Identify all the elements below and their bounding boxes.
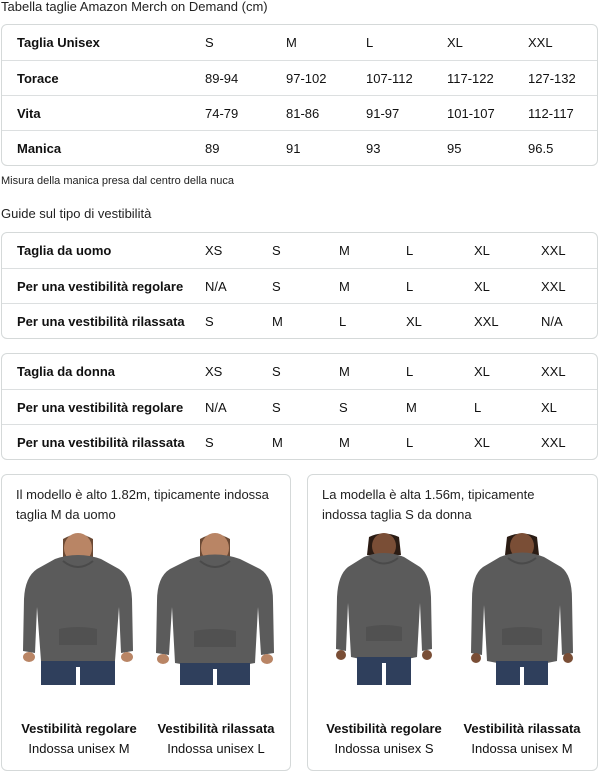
men-fit-table [1, 232, 598, 339]
table-cell: XL [541, 399, 557, 415]
table-cell: XXL [541, 278, 566, 294]
table-cell: L [339, 313, 347, 329]
wears-size-label: Indossa unisex S [334, 741, 434, 756]
female-model-relaxed-fit-image [458, 533, 586, 685]
table-cell: M [406, 399, 417, 415]
table-cell: 91-97 [366, 105, 400, 121]
table-cell: L [366, 35, 374, 50]
table-cell: XL [474, 278, 490, 294]
table-cell: XL [406, 313, 422, 329]
fit-label: Vestibilità rilassata [463, 721, 581, 736]
table-cell: S [272, 364, 281, 379]
table-row [2, 268, 597, 303]
table-cell: S [205, 35, 214, 50]
table-row [2, 354, 597, 389]
row-header: Per una vestibilità regolare [17, 399, 184, 415]
male-model-card [1, 474, 291, 771]
table-cell: 74-79 [205, 105, 239, 121]
table-cell: 91 [286, 140, 301, 156]
table-cell: N/A [541, 313, 563, 329]
table-cell: XS [205, 243, 223, 258]
table-cell: 112-117 [528, 105, 574, 121]
sleeve-note: Misura della manica presa dal centro della nuca [1, 175, 234, 187]
table-cell: XL [474, 243, 490, 258]
table-cell: M [339, 243, 350, 258]
table-row [2, 389, 597, 424]
table-cell: S [205, 313, 214, 329]
male-model-relaxed-fit-image [152, 533, 280, 685]
table-cell: L [406, 278, 414, 294]
table-row [2, 25, 597, 60]
table-cell: 89-94 [205, 70, 239, 86]
table-cell: M [272, 313, 283, 329]
table-cell: S [339, 399, 348, 415]
table-cell: 107-112 [366, 70, 413, 86]
row-header: Per una vestibilità rilassata [17, 313, 185, 329]
table-cell: L [406, 364, 414, 379]
table-cell: 96.5 [528, 140, 554, 156]
row-header: Torace [17, 70, 59, 86]
table-row [2, 95, 597, 130]
table-cell: 95 [447, 140, 462, 156]
row-header: Manica [17, 140, 62, 156]
table-cell: M [286, 35, 297, 50]
table-cell: 89 [205, 140, 220, 156]
row-header: Per una vestibilità rilassata [17, 434, 185, 450]
fit-label: Vestibilità rilassata [157, 721, 275, 736]
row-header: Per una vestibilità regolare [17, 278, 184, 294]
table-row [2, 60, 597, 95]
table-cell: M [339, 364, 350, 379]
row-header: Taglia da donna [17, 364, 115, 379]
model-description: Il modello è alto 1.82m, tipicamente indossa taglia M da uomo [16, 487, 269, 522]
female-model-card [307, 474, 598, 771]
table-cell: XXL [541, 434, 566, 450]
unisex-size-table [1, 24, 598, 166]
table-cell: XL [447, 35, 463, 50]
row-header: Taglia da uomo [17, 243, 112, 258]
table-cell: XXL [528, 35, 553, 50]
table-row [2, 424, 597, 459]
table-cell: M [272, 434, 283, 450]
male-model-regular-fit-image [15, 533, 143, 685]
table-cell: 101-107 [447, 105, 495, 121]
table-cell: 117-122 [447, 70, 494, 86]
table-cell: XL [474, 434, 490, 450]
table-cell: XXL [474, 313, 499, 329]
table-cell: S [272, 243, 281, 258]
table-cell: M [339, 278, 350, 294]
model-description: La modella è alta 1.56m, tipicamente indossa taglia S da donna [322, 487, 535, 522]
wears-size-label: Indossa unisex M [28, 741, 130, 756]
table-row [2, 233, 597, 268]
row-header: Taglia Unisex [17, 35, 100, 50]
table-cell: XS [205, 364, 223, 379]
wears-size-label: Indossa unisex M [471, 741, 573, 756]
table-cell: M [339, 434, 350, 450]
fit-label: Vestibilità regolare [326, 721, 442, 736]
table-cell: L [406, 434, 414, 450]
page-title: Tabella taglie Amazon Merch on Demand (cm) [1, 0, 268, 14]
table-cell: S [272, 399, 281, 415]
table-cell: XXL [541, 364, 566, 379]
table-cell: 93 [366, 140, 381, 156]
female-model-regular-fit-image [320, 533, 448, 685]
table-row [2, 130, 597, 165]
table-cell: XL [474, 364, 490, 379]
table-row [2, 303, 597, 338]
table-cell: S [205, 434, 214, 450]
table-cell: S [272, 278, 281, 294]
table-cell: 97-102 [286, 70, 327, 86]
women-fit-table [1, 353, 598, 460]
table-cell: XXL [541, 243, 566, 258]
wears-size-label: Indossa unisex L [167, 741, 265, 756]
table-cell: 81-86 [286, 105, 320, 121]
table-cell: L [474, 399, 482, 415]
table-cell: L [406, 243, 414, 258]
fit-guide-title: Guide sul tipo di vestibilità [1, 206, 152, 221]
table-cell: N/A [205, 278, 227, 294]
table-cell: N/A [205, 399, 227, 415]
row-header: Vita [17, 105, 41, 121]
fit-label: Vestibilità regolare [21, 721, 137, 736]
table-cell: 127-132 [528, 70, 576, 86]
